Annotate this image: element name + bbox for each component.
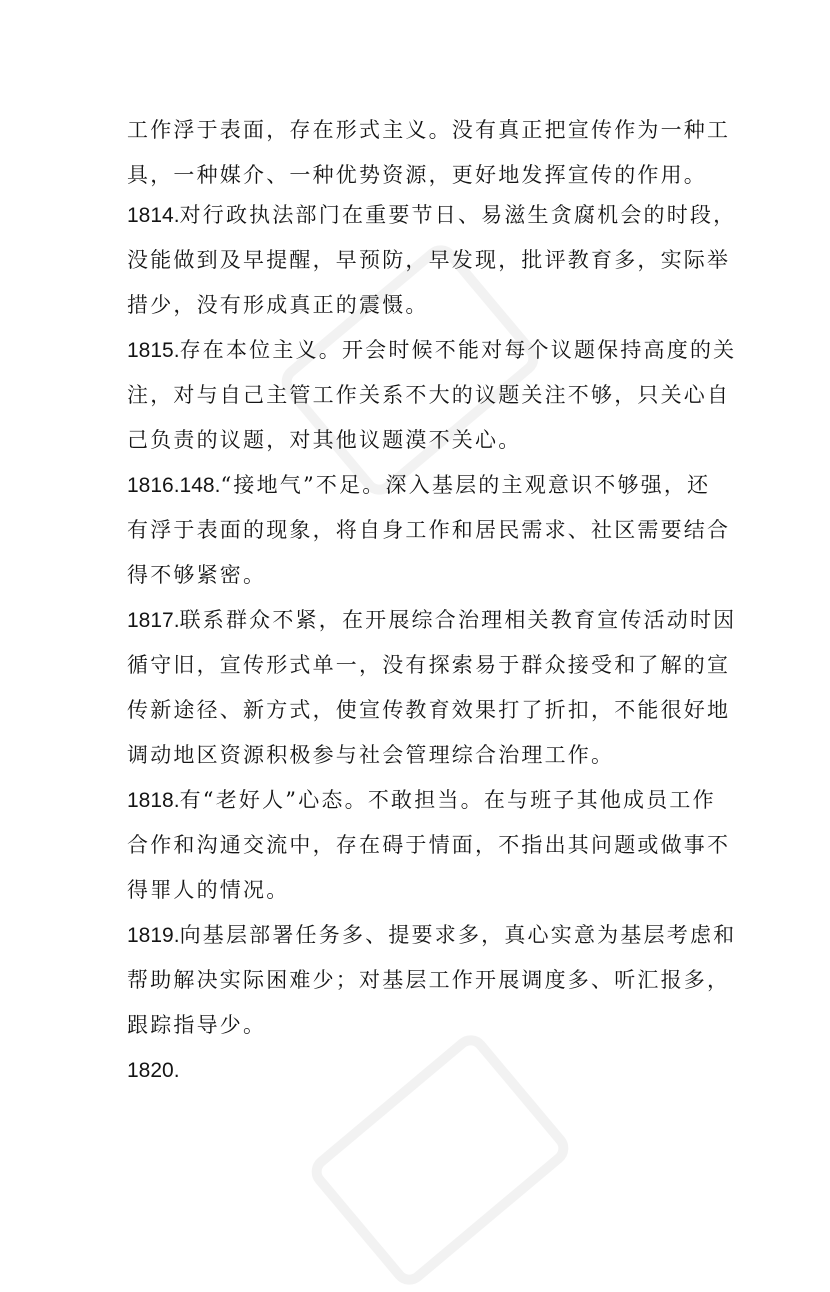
item-number: 1815. <box>127 339 180 362</box>
text-line: 措少，没有形成真正的震慑。 <box>127 293 429 317</box>
text-line: 循守旧，宣传形式单一，没有探索易于群众接受和了解的宣 <box>127 653 731 677</box>
item-number: 1814. <box>127 204 180 227</box>
text-line: 1818.有“老好人”心态。不敢担当。在与班子其他成员工作 <box>127 788 716 812</box>
text-line: 跟踪指导少。 <box>127 1013 267 1037</box>
text-line: 注，对与自己主管工作关系不大的议题关注不够，只关心自 <box>127 383 731 407</box>
text-line: 工作浮于表面，存在形式主义。没有真正把宣传作为一种工 <box>127 118 731 142</box>
text-line <box>127 1048 707 1093</box>
text-line: 合作和沟通交流中，存在碍于情面，不指出其问题或做事不 <box>127 833 731 857</box>
text-line: 己负责的议题，对其他议题漠不关心。 <box>127 428 522 452</box>
document-body <box>127 108 737 1093</box>
text-line: 1817.联系群众不紧，在开展综合治理相关教育宣传活动时因 <box>127 608 737 632</box>
item-number: 1818. <box>127 789 180 812</box>
text-line: 有浮于表面的现象，将自身工作和居民需求、社区需要结合 <box>127 518 731 542</box>
text-line: 传新途径、新方式，使宣传教育效果打了折扣，不能很好地 <box>127 698 731 722</box>
text-line: 得不够紧密。 <box>127 563 267 587</box>
text-line: 没能做到及早提醒，早预防，早发现，批评教育多，实际举 <box>127 248 731 272</box>
text-line: 1815.存在本位主义。开会时候不能对每个议题保持高度的关 <box>127 338 737 362</box>
item-number: 1816.148. <box>127 474 221 497</box>
text-line: 得罪人的情况。 <box>127 878 290 902</box>
text-line: 1819.向基层部署任务多、提要求多，真心实意为基层考虑和 <box>127 923 737 947</box>
item-number: 1819. <box>127 924 180 947</box>
text-line: 具，一种媒介、一种优势资源，更好地发挥宣传的作用。 <box>127 163 707 187</box>
text-line: 1816.148.“接地气”不足。深入基层的主观意识不够强，还 <box>127 473 711 497</box>
item-number: 1820. <box>127 1059 180 1082</box>
item-number: 1817. <box>127 609 180 632</box>
text-line: 帮助解决实际困难少；对基层工作开展调度多、听汇报多， <box>127 968 731 992</box>
text-line: 1814.对行政执法部门在重要节日、易滋生贪腐机会的时段， <box>127 203 737 227</box>
text-line: 调动地区资源积极参与社会管理综合治理工作。 <box>127 743 615 767</box>
